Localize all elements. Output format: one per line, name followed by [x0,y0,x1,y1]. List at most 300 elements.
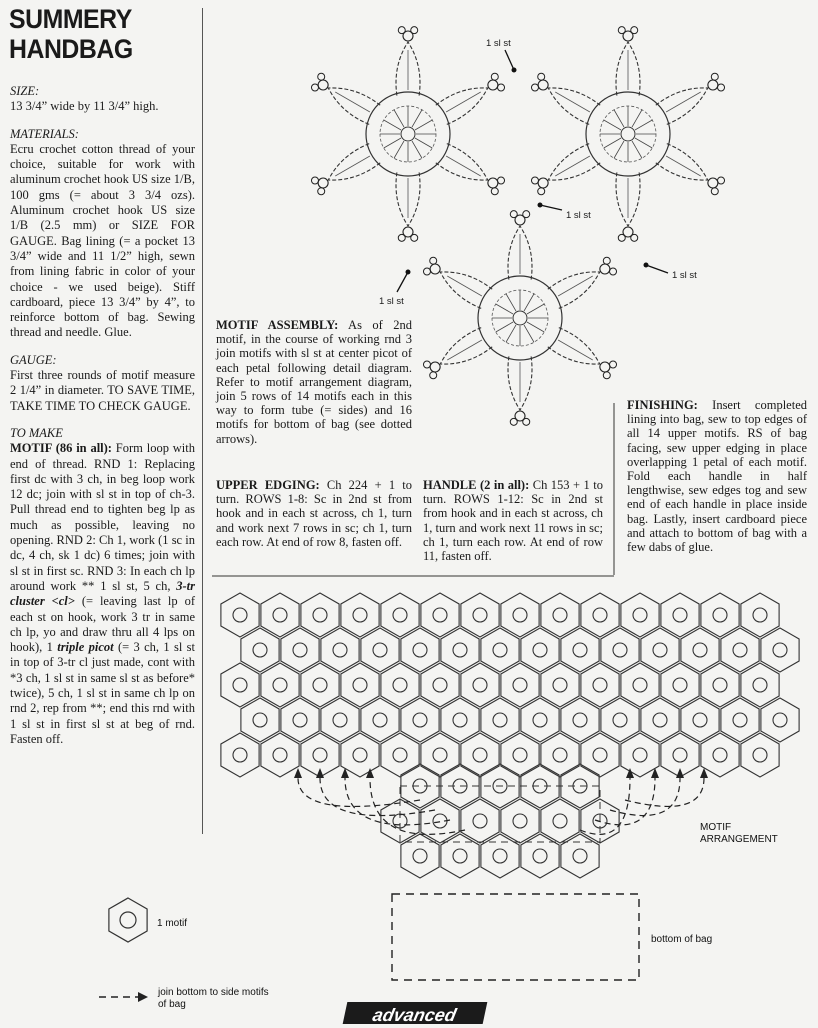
hexagon-motif [541,799,579,843]
motif-picot-loop [498,84,505,91]
arrangement-motif [541,663,579,707]
hexagon-center [693,643,707,657]
hexagon-center [733,713,747,727]
cluster-term: 3-tr cluster <cl> [10,578,195,609]
materials-heading: MATERIALS: [10,126,79,141]
hexagon-motif [541,593,579,637]
motif-picot-loop [711,188,718,195]
upper-edging-text: Ch 224 + 1 to turn. ROWS 1-8: Sc in 2nd st from hook and in each st across, ch 1, turn and work next 7 rows in sc; ch 1, turn each row. At end of row 8, fasten off. [216,478,412,549]
hexagon-center [393,748,407,762]
crochet-motif-1 [311,27,504,242]
hexagon-center [233,748,247,762]
motif-picot-loop [610,268,617,275]
hexagon-center [533,849,547,863]
hexagon-center [293,643,307,657]
hexagon-motif [301,663,339,707]
motif-picot-loop [618,27,625,34]
motif-picot-loop [631,234,638,241]
motif-picot-loop [430,257,437,264]
arrangement-motif [521,628,559,672]
arrangement-motif [701,733,739,777]
motif-triple-picot [318,80,328,90]
sl-st-pointer-1 [505,50,514,70]
hexagon-motif [261,663,299,707]
hexagon-motif [421,799,459,843]
arrangement-motif [601,698,639,742]
motif-dc-stitch [524,294,534,311]
hexagon-motif [261,733,299,777]
hexagon-motif [461,733,499,777]
motif-petal [548,144,600,180]
hexagon-center [233,678,247,692]
motif-assembly-text: As of 2nd motif, in the course of working rnd 3 join motifs with sl st at center picot of each petal following detail diagram. Refer to motif arrangement diagram, join 5 rows of 14 motifs each in this way to form tube (= sides) and 16 motifs for bottom of bag (see dotted arrows). [216,318,412,446]
bottom-motif [461,799,499,843]
hexagon-center [453,713,467,727]
picot-term: triple picot [57,640,114,655]
advanced-badge: advanced [343,1002,488,1024]
motif-dc-stitch [506,325,516,342]
hexagon-center [553,678,567,692]
motif-picot-loop [510,211,517,218]
motif-triple-picot [430,362,440,372]
motif-triple-picot [488,178,498,188]
hexagon-motif [381,733,419,777]
arrangement-motif [501,663,539,707]
hexagon-motif [681,698,719,742]
motif-petal [548,328,600,364]
motif-picot-loop [491,188,498,195]
hexagon-motif [261,593,299,637]
sl-st-label-3: 1 sl st [672,270,697,281]
handle-text: Ch 153 + 1 to turn. ROWS 1-12: Sc in 2nd st from hook and in each st across, ch 1, turn and work next 11 rows in sc; ch 1, turn each row. At end of row 11, fasten off. [423,478,603,564]
hexagon-motif [741,663,779,707]
motif-dc-stitch [394,141,404,158]
hexagon-center [753,678,767,692]
motif-dc-stitch [527,322,544,332]
hexagon-center [673,678,687,692]
motif-picot-loop [411,27,418,34]
bottom-motif [501,799,539,843]
motif-picot-loop [398,27,405,34]
arrangement-motif [581,733,619,777]
arrangement-motif [541,733,579,777]
motif-text-1: Form loop with end of thread. RND 1: Replacing first dc with 3 ch, in beg loop work 12 dc; join with sl st in top of ch-3. Pull thread end to tighten beg lp as much as possible, leaving no opening. RND 2: Ch 1, work (1 sc in dc, 4 ch, sk 1 dc) 6 times; join with sl st in first sc. RND 3: In each ch lp around work ** 1 sl st, 5 ch, [10,441,195,593]
motif-center-loop [513,311,527,325]
motif-dc-stitch [384,138,401,148]
hexagon-motif [701,733,739,777]
arrangement-motif [461,733,499,777]
finishing-text: Insert completed lining into bag, sew to top edges of all 14 upper motifs. RS of bag facing, sew upper edging in place overlapping 1 petal of each motif. Fold each handle in half lengthwise, sew edges tog and sew end of each handle in place inside bag. Lastly, insert cardboard piece and attach to bottom of bag with a few dabs of glue. [627,398,807,555]
motif-petal [548,272,600,308]
arrangement-motif [501,593,539,637]
motif-picot-loop [610,361,617,368]
join-arrow-path [625,778,704,806]
sl-st-pointer-head [512,68,517,73]
arrangement-motif [541,593,579,637]
arrangement-motif [461,663,499,707]
hexagon-motif [581,663,619,707]
motif-picot-loop [618,234,625,241]
crochet-motif-3 [423,211,616,426]
bottom-motif [401,834,439,878]
motif-petal [656,88,708,124]
motif-center-loop [621,127,635,141]
arrangement-motif [421,663,459,707]
hexagon-motif [561,698,599,742]
arrangement-motif [361,698,399,742]
motif-dc-stitch [412,110,422,127]
motif-triple-picot [538,178,548,188]
hexagon-motif [701,663,739,707]
motif-picot-loop [491,73,498,80]
hexagon-motif [441,698,479,742]
motif-dc-stitch [604,120,621,130]
join-arrow-head [316,768,324,778]
motif-dc-stitch [524,325,534,342]
motif-triple-picot [538,80,548,90]
hexagon-center [473,748,487,762]
arrangement-motif [621,733,659,777]
arrangement-motif [441,698,479,742]
arrangement-motif [441,628,479,672]
arrangement-motif [681,628,719,672]
motif-picot-loop [718,177,725,184]
motif-petal [436,88,488,124]
motif-triple-picot [488,80,498,90]
motif-triple-picot [600,362,610,372]
hexagon-motif [381,593,419,637]
hexagon-center [373,713,387,727]
hexagon-center [753,608,767,622]
hexagon-center [613,713,627,727]
motif-picot-loop [423,361,430,368]
hexagon-center [433,608,447,622]
arrangement-motif [341,733,379,777]
hexagon-center [233,608,247,622]
motif-picot-loop [711,73,718,80]
hexagon-motif [721,628,759,672]
motif-dc-stitch [506,294,516,311]
motif-dc-stitch [614,141,624,158]
motif-arrangement-label: MOTIF ARRANGEMENT [700,822,778,845]
motif-picot-loop [531,84,538,91]
hexagon-motif [761,698,799,742]
hexagon-motif [621,663,659,707]
motif-petal [548,88,600,124]
motif-picot-loop [531,177,538,184]
hexagon-center [733,643,747,657]
arrangement-motif [281,628,319,672]
arrangement-motif [681,698,719,742]
hexagon-motif [501,799,539,843]
hexagon-motif [661,663,699,707]
to-make-heading: TO MAKE [10,425,63,440]
motif-dc-stitch [604,138,621,148]
legend-hexagon [109,898,147,942]
arrangement-motif [581,593,619,637]
arrangement-motif [601,628,639,672]
motif-picot-loop [498,177,505,184]
arrangement-motif [661,593,699,637]
hexagon-center [613,643,627,657]
arrangement-motif [381,733,419,777]
arrangement-motif [361,628,399,672]
motif-picot-loop [631,27,638,34]
motif-picot-loop [523,418,530,425]
join-arrow-path [610,778,680,816]
hexagon-motif [621,593,659,637]
arrangement-motif [721,628,759,672]
hexagon-center [773,713,787,727]
hexagon-motif [681,628,719,672]
one-motif-symbol [109,898,147,942]
hexagon-motif [521,698,559,742]
motif-picot-loop [538,188,545,195]
hexagon-motif [501,733,539,777]
motif-triple-picot [708,178,718,188]
hexagon-center [593,678,607,692]
arrangement-motif [741,593,779,637]
sl-st-label-4: 1 sl st [379,296,404,307]
join-arrow-path [298,778,420,806]
hexagon-center [513,814,527,828]
motif-dc-stitch [635,120,652,130]
motif-picot-loop [311,84,318,91]
hexagon-motif [421,663,459,707]
motif-text-2: (= leaving last lp of each st on hook, work 3 tr in same ch lp, yo and draw thru all 4 lps on hook), 1 [10,594,195,655]
hexagon-center [413,643,427,657]
size-text: 13 3/4” wide by 11 3/4” high. [10,99,159,114]
motif-picot-loop [311,177,318,184]
motif-triple-picot [600,264,610,274]
motif-text-3: (= 3 ch, 1 sl st in top of 3-tr cl just made, cont with *3 ch, 1 sl st in same sl st as before* twice), 5 ch, 1 sl st in same ch lp on rnd 2, rep from **; end this rnd with 1 sl st in first sl st at beg of rnd. Fasten off. [10,640,195,746]
hexagon-center [573,643,587,657]
hexagon-motif [761,628,799,672]
motif-picot-loop [318,73,325,80]
hexagon-center [753,748,767,762]
motif-dc-stitch [632,141,642,158]
motif-petal [436,144,488,180]
hexagon-center [773,643,787,657]
hexagon-motif [661,593,699,637]
bottom-of-bag-outline [392,894,639,980]
hexagon-center [533,643,547,657]
hexagon-motif [481,628,519,672]
hexagon-motif [321,698,359,742]
hexagon-center [473,608,487,622]
hexagon-motif [561,834,599,878]
hexagon-motif [581,593,619,637]
motif-picot-loop [423,268,430,275]
arrangement-motif [261,733,299,777]
legend-layer [99,894,639,1002]
arrangement-motif [701,663,739,707]
upper-edging-label: UPPER EDGING: [216,478,320,492]
motif-assembly-label: MOTIF ASSEMBLY: [216,318,339,332]
hexagon-center [353,678,367,692]
arrangement-motif [281,698,319,742]
hexagon-motif [601,628,639,672]
hexagon-center [593,748,607,762]
arrangement-motif [381,663,419,707]
join-arrows [294,50,708,834]
hexagon-motif [401,628,439,672]
sl-st-pointer-head [406,270,411,275]
size-heading: SIZE: [10,84,40,98]
hexagon-center [533,713,547,727]
motif-triple-picot [318,178,328,188]
hexagon-motif [641,628,679,672]
hexagon-motif [221,663,259,707]
page-title: SUMMERY HANDBAG [9,4,133,64]
hexagon-center [653,643,667,657]
hexagon-motif [621,733,659,777]
arrangement-motif [221,733,259,777]
hexagon-center [553,608,567,622]
arrangement-motif [241,628,279,672]
hexagon-center [493,643,507,657]
bottom-motif [481,834,519,878]
motif-label: MOTIF (86 in all): [10,441,112,456]
hexagon-center [633,748,647,762]
lines-layer [212,403,614,576]
sl-st-pointer-2 [540,205,562,210]
bottom-motif [541,799,579,843]
gauge-heading: GAUGE: [10,352,57,367]
motif-center-loop [401,127,415,141]
hexagon-center [673,608,687,622]
arrangement-motif [341,593,379,637]
hexagon-center [313,608,327,622]
join-bottom-label: join bottom to side motifs of bag [158,987,269,1010]
hexagon-motif [501,593,539,637]
hexagon-motif [721,698,759,742]
arrangement-motif [561,698,599,742]
sl-st-label-1: 1 sl st [486,38,511,49]
hexagon-motif [541,663,579,707]
arrangement-motif [381,593,419,637]
join-legend-arrowhead [138,992,148,1002]
arrangement-motif [241,698,279,742]
arrangement-motif [761,628,799,672]
hexagon-center [473,678,487,692]
one-motif-label: 1 motif [157,918,188,929]
join-arrow-path [320,778,435,816]
hexagon-motif [741,593,779,637]
motif-dc-stitch [496,304,513,314]
hexagon-center [273,678,287,692]
arrangement-motif [481,698,519,742]
hexagon-center [313,748,327,762]
hexagon-motif [281,628,319,672]
hexagon-center [253,643,267,657]
bottom-motif [561,834,599,878]
hexagon-center [453,849,467,863]
hexagon-motif [221,593,259,637]
hexagon-motif [341,593,379,637]
hexagon-center [513,748,527,762]
hexagon-center [473,814,487,828]
motif-petal [328,88,380,124]
motif-triple-picot [430,264,440,274]
motif-petal [440,328,492,364]
hexagon-motif [421,593,459,637]
bottom-motif [441,834,479,878]
gauge-text: First three rounds of motif measure 2 1/4” in diameter. TO SAVE TIME, TAKE TIME TO CHECK GAUGE. [10,368,195,413]
handle-label: HANDLE [423,478,477,492]
arrangement-motif [741,663,779,707]
motif-triple-picot [708,80,718,90]
hexagon-center [433,678,447,692]
hexagon-center [713,608,727,622]
motif-dc-stitch [394,110,404,127]
arrangement-motif [741,733,779,777]
hexagon-center [393,678,407,692]
hexagon-motif [241,628,279,672]
hexagon-center [593,608,607,622]
hexagon-center [293,713,307,727]
sl-st-label-2: 1 sl st [566,210,591,221]
motif-dc-stitch [412,141,422,158]
motif-dc-stitch [632,110,642,127]
motif-picot-loop [523,211,530,218]
hexagon-center [373,643,387,657]
bottom-motif [521,834,559,878]
hexagon-motif [541,733,579,777]
hexagon-center [553,814,567,828]
hexagon-motif [461,663,499,707]
hexagon-motif [281,698,319,742]
hexagon-center [433,748,447,762]
hexagon-center [513,608,527,622]
arrangement-motif [621,593,659,637]
arrangement-motif [761,698,799,742]
motif-picot-loop [510,418,517,425]
hexagon-motif [441,628,479,672]
arrangement-motif [721,698,759,742]
motif-dc-stitch [496,322,513,332]
hexagon-center [273,608,287,622]
arrangement-motif [481,628,519,672]
motif-picot-loop [603,257,610,264]
arrangement-motif [421,733,459,777]
hexagon-center [313,678,327,692]
hexagon-motif [561,628,599,672]
motif-petal [440,272,492,308]
arrangement-motif [221,663,259,707]
hexagon-motif [741,733,779,777]
hexagon-center [553,748,567,762]
hexagon-motif [321,628,359,672]
arrangement-motif [661,663,699,707]
hexagon-motif [641,698,679,742]
arrangement-motif [421,593,459,637]
hexagon-center [413,713,427,727]
arrangement-motif [401,628,439,672]
hexagon-motif [481,698,519,742]
motif-dc-stitch [415,120,432,130]
motif-picot-loop [603,372,610,379]
hexagon-motif [341,733,379,777]
hexagon-motif [601,698,639,742]
hexagon-center [493,849,507,863]
hexagon-motif [341,663,379,707]
hexagon-center [393,608,407,622]
arrangement-motif [341,663,379,707]
sl-st-pointer-3 [646,265,668,273]
arrangement-motif [561,628,599,672]
sl-st-pointer-head [644,263,649,268]
